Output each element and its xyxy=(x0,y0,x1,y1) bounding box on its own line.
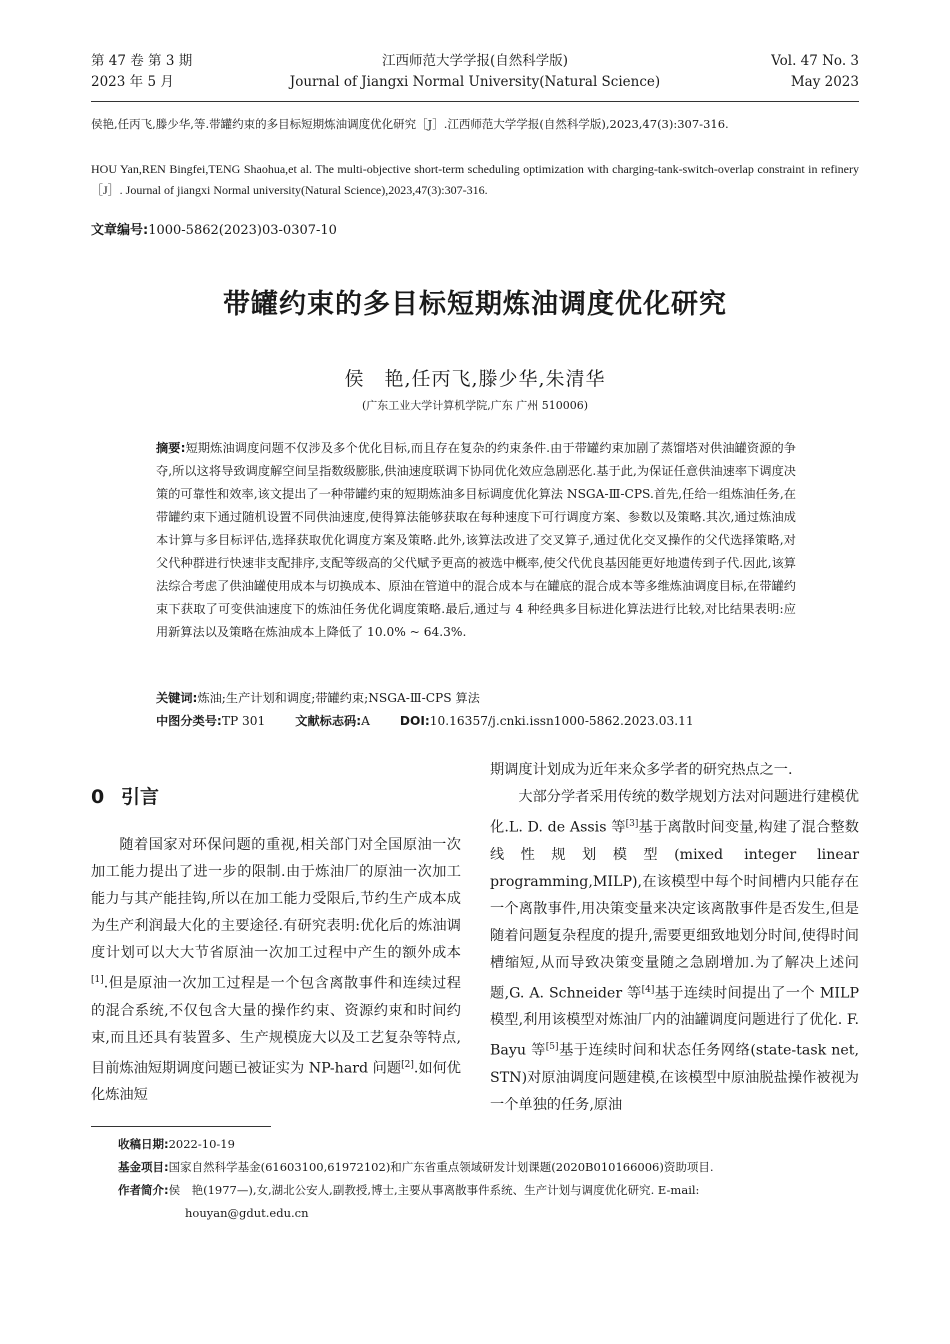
paragraph xyxy=(490,784,859,1119)
volume-issue-en: Vol. 47 No. 3 xyxy=(771,53,859,69)
doc-code-value: A xyxy=(361,714,370,728)
fund-project xyxy=(118,1156,859,1179)
received-value: 2022-10-19 xyxy=(168,1137,235,1151)
paragraph-text: .但是原油一次加工过程是一个包含离散事件和连续过程的混合系统,不仅包含大量的操作约束、资源约束和时间约束,而且还具有装置多、生产规模庞大以及工艺复杂等特点,目前炼油短期调度问题已被证实为 NP-hard 问题 xyxy=(91,975,461,1077)
clc-value: TP 301 xyxy=(221,714,266,728)
footnotes xyxy=(118,1133,859,1225)
author-bio-label: 作者简介: xyxy=(118,1183,169,1197)
abstract xyxy=(156,437,796,644)
author-bio-value: 侯 艳(1977—),女,湖北公安人,副教授,博士,主要从事离散事件系统、生产计划与调度优化研究. E-mail: xyxy=(168,1183,700,1197)
journal-name-cn: 江西师范大学学报(自然科学版) xyxy=(381,53,569,69)
fund-label: 基金项目: xyxy=(118,1160,169,1174)
affiliation: (广东工业大学计算机学院,广东 广州 510006) xyxy=(361,399,589,412)
citation-ref: [4] xyxy=(641,984,655,995)
paragraph-text: 大部分学者采用传统的数学规划方法对问题进行建模优化.L. D. de Assis 等 xyxy=(490,789,859,836)
paragraph-text: 基于连续时间提出了一个 MILP 模型,利用该模型对炼油厂内的油罐调度问题进行了优化. F. Bayu 等 xyxy=(490,985,859,1060)
citation-cn: 侯艳,任丙飞,滕少华,等.带罐约束的多目标短期炼油调度优化研究［J］.江西师范大学学报(自然科学版),2023,47(3):307-316. xyxy=(91,117,729,131)
abstract-text: 短期炼油调度问题不仅涉及多个优化目标,而且存在复杂的约束条件.由于带罐约束加剧了蒸馏塔对供油罐资源的争夺,所以这将导致调度解空间呈指数级膨胀,供油速度联调下协同优化效应急剧恶化.基于此,为保证任意供油速率下调度决策的可靠性和效率,该文提出了一种带罐约束的短期炼油多目标调度优化算法 NSGA-Ⅲ-CPS.首先,任给一组炼油任务,在带罐约束下通过随机设置不同供油速度,使得算法能够获取在每种速度下可行调度方案、参数以及策略.其次,通过炼油成本计算与多目标评估,选择获取优化调度方案及策略.此外,该算法改进了交叉算子,通过优化交叉操作的父代选择策略,对父代种群进行快速非支配排序,支配等级高的父代赋予更高的被选中概率,使父代优良基因能更好地遗传到子代.因此,该算法综合考虑了供油罐使用成本与切换成本、原油在管道中的混合成本与在罐底的混合成本等多维炼油调度目标,在带罐约束下获取了可变供油速度下的炼油任务优化调度策略.最后,通过与 4 种经典多目标进化算法进行比较,对比结果表明:应用新算法以及策略在炼油成本上降低了 10.0% ~ 64.3%. xyxy=(156,441,796,639)
paragraph xyxy=(91,832,461,1109)
clc-label: 中图分类号: xyxy=(156,714,222,728)
paper-title: 带罐约束的多目标短期炼油调度优化研究 xyxy=(223,289,727,320)
issue-date: 2023 年 5 月 xyxy=(91,74,174,90)
article-number xyxy=(91,219,337,238)
doi-value: 10.16357/j.cnki.issn1000-5862.2023.03.11 xyxy=(429,714,694,728)
section-heading-introduction xyxy=(91,782,159,809)
volume-issue: 第 47 卷 第 3 期 xyxy=(91,53,193,69)
section-title: 引言 xyxy=(121,786,160,808)
received-date xyxy=(118,1133,859,1156)
paragraph-continued: 期调度计划成为近年来众多学者的研究热点之一. xyxy=(490,762,793,778)
citation-ref: [3] xyxy=(625,819,639,829)
journal-issue-info xyxy=(91,51,192,93)
footnote-divider xyxy=(91,1126,271,1127)
received-label: 收稿日期: xyxy=(118,1137,169,1151)
abstract-label: 摘要: xyxy=(156,441,186,455)
left-column-body xyxy=(91,832,461,1109)
issue-date-en: May 2023 xyxy=(790,74,859,90)
keywords-label: 关键词: xyxy=(156,691,198,705)
citation-en: HOU Yan,REN Bingfei,TENG Shaohua,et al. The multi-objective short-term scheduling optimization with charging-tank-switch-overlap constraint in refinery［J］. Journal of jiangxi Normal university(Natural Science),2023,47(3):307-316. xyxy=(91,162,859,197)
citation-ref: [1] xyxy=(91,975,104,985)
journal-name-en: Journal of Jiangxi Normal University(Natural Science) xyxy=(289,74,661,90)
doc-code-label: 文献标志码: xyxy=(295,714,362,728)
author-email: houyan@gdut.edu.cn xyxy=(185,1206,309,1220)
author-list: 侯 艳,任丙飞,滕少华,朱清华 xyxy=(344,368,606,390)
right-column-body xyxy=(490,757,859,1119)
article-number-label: 文章编号: xyxy=(91,223,149,238)
section-number: 0 xyxy=(91,786,105,808)
doi-label: DOI: xyxy=(399,714,430,728)
paragraph-text: 基于连续时间和状态任务网络(state-task net, STN)对原油调度问题建模,在该模型中原油脱盐操作被视为一个单独的任务,原油 xyxy=(490,1043,860,1114)
paragraph-text: .如何优化炼油短 xyxy=(91,1060,461,1104)
paragraph-text: 随着国家对环保问题的重视,相关部门对全国原油一次加工能力提出了进一步的限制.由于炼油厂的原油一次加工能力与其产能挂钩,所以在加工能力受限后,节约生产成本成为生产利润最大化的主要途径.有研究表明:优化后的炼油调度计划可以大大节省原油一次加工过程中产生的额外成本 xyxy=(91,837,461,961)
fund-value: 国家自然科学基金(61603100,61972102)和广东省重点领域研发计划课题(2020B010166006)资助项目. xyxy=(168,1160,714,1174)
citation-ref: [2] xyxy=(401,1059,414,1070)
paragraph-text: 基于离散时间变量,构建了混合整数线性规划模型(mixed integer linear programming,MILP),在该模型中每个时间槽内只能存在一个离散事件,用决策变量来决定该离散事件是否发生,但是随着问题复杂程度的提升,需要更细致地划分时间,使得时间槽缩短,从而导致决策变量随之急剧增加.为了解决上述问题,G. A. Schneider 等 xyxy=(490,819,859,1002)
header-divider xyxy=(91,101,859,102)
article-number-value: 1000-5862(2023)03-0307-10 xyxy=(148,223,337,238)
keywords-text: 炼油;生产计划和调度;带罐约束;NSGA-Ⅲ-CPS 算法 xyxy=(197,691,480,705)
journal-name xyxy=(250,51,700,93)
keywords xyxy=(156,689,796,706)
citation-ref: [5] xyxy=(545,1042,559,1053)
classification-row xyxy=(156,712,796,729)
author-bio xyxy=(118,1179,859,1202)
journal-issue-info-en xyxy=(771,51,859,93)
